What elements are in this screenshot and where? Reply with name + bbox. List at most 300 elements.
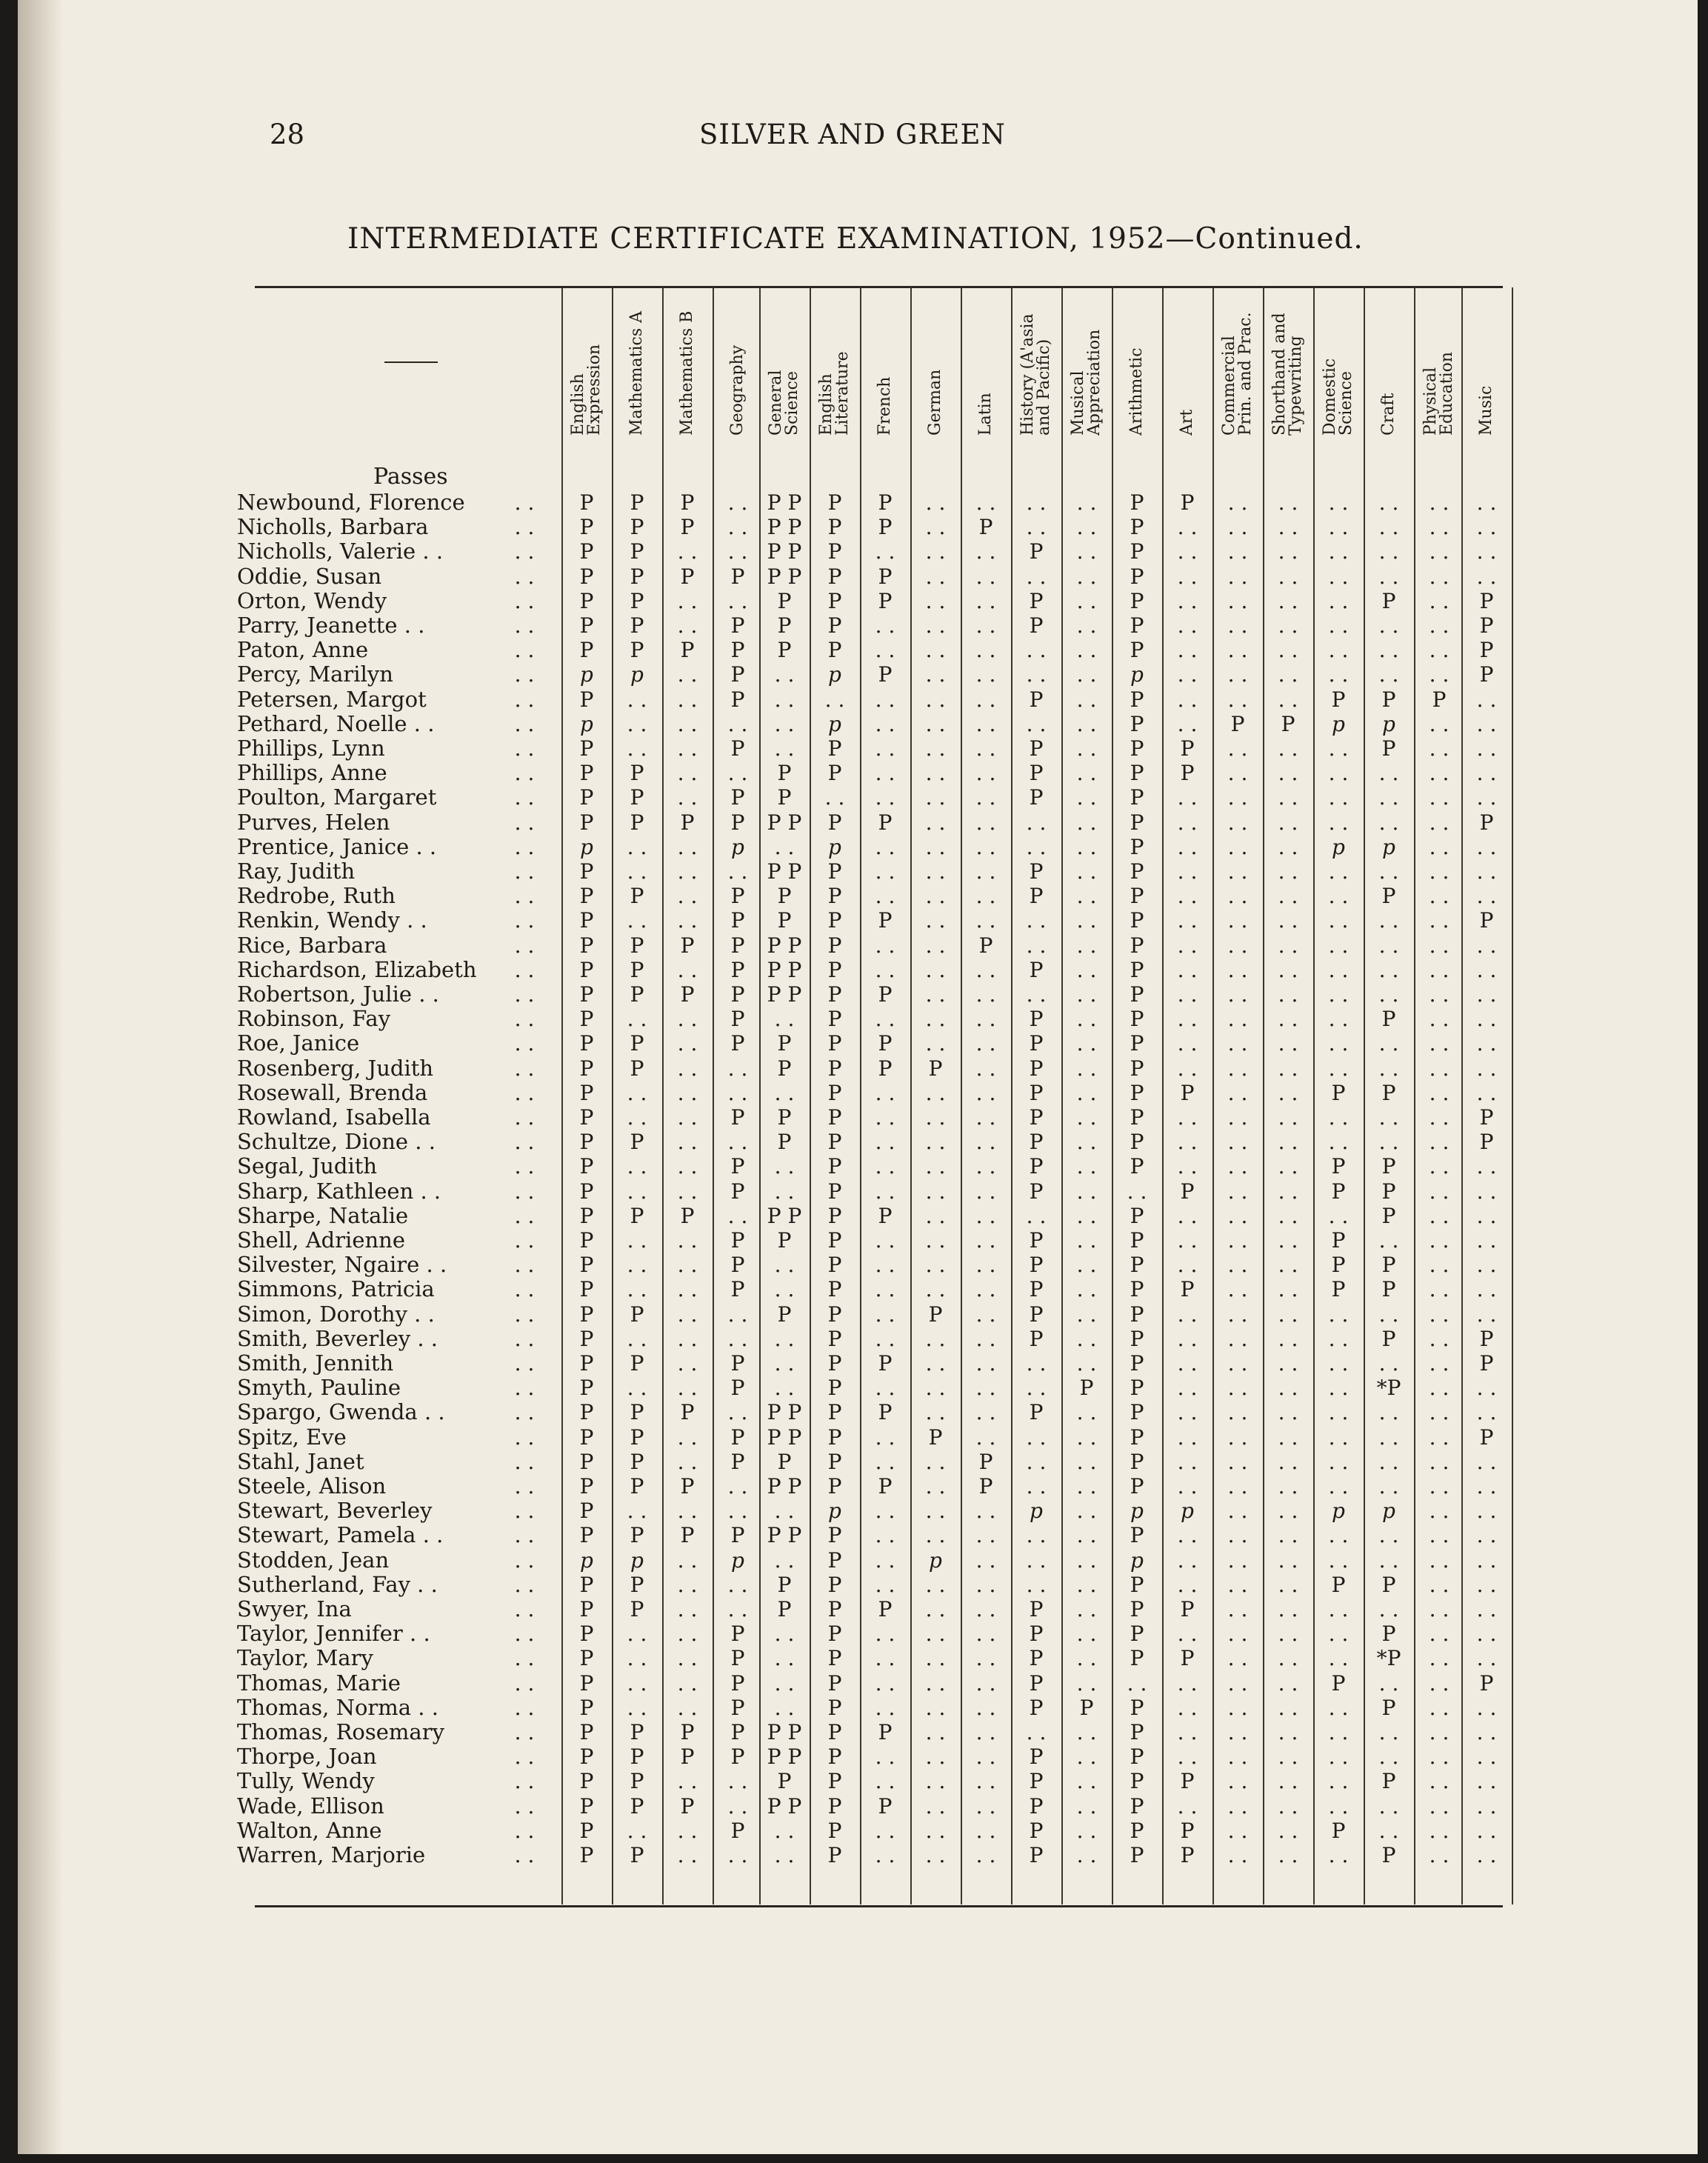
result-cell: . .	[975, 1597, 996, 1622]
result-cell: P	[827, 957, 842, 982]
result-cell: . .	[875, 1818, 895, 1843]
table-row	[18, 1056, 1698, 1081]
result-cell: P	[579, 957, 594, 982]
result-cell: . .	[1429, 1376, 1450, 1401]
column-header-label: Geography	[728, 344, 747, 436]
result-cell: . .	[875, 933, 895, 958]
table-row	[18, 1769, 1698, 1793]
result-cell: P	[730, 810, 745, 835]
result-cell: . .	[1177, 1449, 1198, 1474]
document-page	[18, 0, 1698, 2154]
result-cell: . .	[727, 1080, 748, 1105]
result-cell: . .	[1227, 785, 1248, 810]
result-cell: . .	[875, 1769, 895, 1794]
candidate-name: Rosewall, Brenda	[237, 1079, 428, 1105]
result-cell: . .	[925, 588, 946, 613]
result-cell: P	[1479, 1130, 1494, 1155]
result-cell: . .	[1177, 834, 1198, 859]
result-cell: P	[1029, 1154, 1044, 1179]
candidate-name: Petersen, Margot	[237, 686, 427, 712]
table-row	[18, 662, 1698, 687]
result-cell: . .	[1328, 1449, 1349, 1474]
result-cell: . .	[1328, 810, 1349, 835]
result-cell: . .	[1076, 1597, 1097, 1622]
result-cell: P	[579, 761, 594, 786]
leader-dots: . .	[514, 638, 535, 663]
result-cell: . .	[1429, 1277, 1450, 1302]
result-cell: . .	[1278, 1818, 1298, 1843]
result-cell: . .	[1378, 957, 1399, 982]
result-cell: . .	[1076, 1056, 1097, 1081]
column-header	[1266, 296, 1310, 436]
result-cell: P P	[767, 564, 802, 589]
result-cell: . .	[727, 1326, 748, 1351]
result-cell: . .	[1026, 711, 1047, 736]
result-cell: P	[1130, 1818, 1144, 1843]
result-cell: P P	[767, 539, 802, 564]
result-cell: . .	[1076, 1474, 1097, 1499]
result-cell: P	[1381, 1622, 1396, 1647]
leader-dots: . .	[514, 1720, 535, 1744]
result-cell: . .	[1429, 933, 1450, 958]
result-cell: P	[630, 933, 644, 958]
candidate-name: Sharp, Kathleen . .	[237, 1178, 441, 1204]
result-cell: . .	[1278, 1793, 1298, 1819]
result-cell: . .	[1026, 638, 1047, 663]
result-cell: . .	[1476, 1203, 1497, 1228]
result-cell: . .	[727, 1597, 748, 1622]
result-cell: P	[1381, 1326, 1396, 1351]
result-cell: . .	[727, 1056, 748, 1081]
result-cell: . .	[1177, 1326, 1198, 1351]
result-cell: P	[827, 859, 842, 884]
result-cell: p	[828, 1499, 841, 1524]
table-row	[18, 1671, 1698, 1696]
result-cell: p	[1030, 1499, 1043, 1524]
result-cell: . .	[875, 1277, 895, 1302]
result-cell: P	[1029, 1400, 1044, 1425]
leader-dots: . .	[514, 859, 535, 884]
result-cell: . .	[1278, 1302, 1298, 1327]
result-cell: . .	[1476, 1720, 1497, 1744]
result-cell: . .	[1278, 1105, 1298, 1130]
candidate-name: Rowland, Isabella	[237, 1104, 431, 1130]
result-cell: . .	[1177, 1228, 1198, 1253]
column-header-label: Shorthand and Typewriting	[1270, 313, 1305, 436]
result-cell: P	[827, 1253, 842, 1278]
result-cell: . .	[1227, 1154, 1248, 1179]
result-cell: . .	[1278, 588, 1298, 613]
result-cell: . .	[875, 613, 895, 638]
table-row	[18, 613, 1698, 638]
result-cell: P	[630, 564, 644, 589]
result-cell: P	[827, 1424, 842, 1450]
result-cell: P	[630, 761, 644, 786]
result-cell: P P	[767, 1424, 802, 1450]
result-cell: . .	[627, 1228, 647, 1253]
result-cell: . .	[1076, 515, 1097, 540]
table-row	[18, 1228, 1698, 1253]
result-cell: . .	[1076, 1400, 1097, 1425]
result-cell: P	[579, 810, 594, 835]
table-row	[18, 539, 1698, 564]
result-cell: . .	[1429, 1031, 1450, 1056]
result-cell: . .	[975, 1326, 996, 1351]
result-cell: . .	[1429, 1351, 1450, 1376]
candidate-name: Rosenberg, Judith	[237, 1055, 434, 1081]
result-cell: P	[730, 1228, 745, 1253]
result-cell: . .	[1378, 1818, 1399, 1843]
result-cell: . .	[1278, 1646, 1298, 1671]
result-cell: . .	[1227, 1499, 1248, 1524]
result-cell: . .	[925, 1769, 946, 1794]
result-cell: P	[1432, 687, 1447, 712]
result-cell: . .	[1378, 1597, 1399, 1622]
result-cell: p	[1332, 711, 1345, 736]
result-cell: . .	[1476, 1376, 1497, 1401]
result-cell: P	[1381, 884, 1396, 909]
result-cell: . .	[677, 1326, 698, 1351]
result-cell: . .	[677, 1818, 698, 1843]
result-cell: . .	[1227, 1056, 1248, 1081]
result-cell: . .	[1076, 1080, 1097, 1105]
candidate-name: Nicholls, Valerie . .	[237, 539, 444, 564]
result-cell: . .	[1076, 1326, 1097, 1351]
result-cell: P	[1130, 1031, 1144, 1056]
result-cell: P	[878, 1597, 893, 1622]
result-cell: . .	[1378, 1130, 1399, 1155]
result-cell: . .	[925, 1572, 946, 1597]
table-row	[18, 810, 1698, 835]
result-cell: P	[827, 1400, 842, 1425]
result-cell: . .	[1076, 810, 1097, 835]
result-cell: . .	[1227, 613, 1248, 638]
result-cell: . .	[1378, 638, 1399, 663]
result-cell: . .	[1328, 1424, 1349, 1450]
result-cell: . .	[1378, 1744, 1399, 1770]
result-cell: . .	[1278, 1499, 1298, 1524]
result-cell: . .	[925, 1474, 946, 1499]
result-cell: . .	[1076, 1670, 1097, 1696]
result-cell: P	[827, 1302, 842, 1327]
result-cell: . .	[1328, 859, 1349, 884]
result-cell: P	[1381, 1080, 1396, 1105]
result-cell: P	[1029, 1031, 1044, 1056]
column-header	[813, 296, 857, 436]
table-row	[18, 490, 1698, 515]
result-cell: . .	[824, 687, 845, 712]
result-cell: p	[1181, 1499, 1194, 1524]
result-cell: P	[827, 1326, 842, 1351]
result-cell: . .	[627, 1007, 647, 1032]
result-cell: P	[680, 1523, 695, 1548]
result-cell: . .	[677, 539, 698, 564]
result-cell: . .	[1378, 1228, 1399, 1253]
result-cell: . .	[1476, 1154, 1497, 1179]
result-cell: . .	[1177, 1203, 1198, 1228]
result-cell: P	[1180, 1277, 1195, 1302]
result-cell: P	[878, 588, 893, 613]
result-cell: P	[730, 564, 745, 589]
result-cell: . .	[875, 1228, 895, 1253]
result-cell: P	[1029, 1179, 1044, 1204]
result-cell: P	[1130, 1007, 1144, 1032]
result-cell: . .	[727, 515, 748, 540]
result-cell: . .	[1429, 1572, 1450, 1597]
result-cell: P	[579, 1302, 594, 1327]
result-cell: P	[630, 957, 644, 982]
result-cell: P	[827, 1720, 842, 1744]
result-cell: . .	[975, 1031, 996, 1056]
result-cell: . .	[774, 687, 795, 712]
result-cell: P	[1130, 564, 1144, 589]
result-cell: P	[1029, 1695, 1044, 1720]
candidate-name: Steele, Alison	[237, 1473, 387, 1499]
result-cell: . .	[1429, 1154, 1450, 1179]
result-cell: . .	[1278, 1203, 1298, 1228]
leader-dots: . .	[514, 564, 535, 589]
result-cell: P	[827, 1179, 842, 1204]
result-cell: . .	[1227, 1277, 1248, 1302]
result-cell: . .	[925, 933, 946, 958]
result-cell: . .	[1378, 515, 1399, 540]
result-cell: . .	[1476, 736, 1497, 761]
result-cell: . .	[1227, 1572, 1248, 1597]
result-cell: . .	[677, 1080, 698, 1105]
result-cell: P P	[767, 982, 802, 1007]
result-cell: . .	[1278, 1474, 1298, 1499]
result-cell: . .	[1429, 515, 1450, 540]
result-cell: P	[1130, 687, 1144, 712]
result-cell: P	[579, 1105, 594, 1130]
result-cell: P	[1381, 1843, 1396, 1867]
result-cell: P	[730, 884, 745, 909]
result-cell: p	[828, 834, 841, 859]
column-divider	[1461, 287, 1463, 1904]
table-row	[18, 1400, 1698, 1424]
result-cell: . .	[875, 785, 895, 810]
result-cell: . .	[1429, 1793, 1450, 1819]
result-cell: P	[579, 1376, 594, 1401]
result-cell: P	[1479, 908, 1494, 933]
table-row	[18, 859, 1698, 884]
result-cell: . .	[1177, 539, 1198, 564]
result-cell: . .	[1177, 933, 1198, 958]
result-cell: . .	[824, 785, 845, 810]
result-cell: . .	[1476, 1277, 1497, 1302]
result-cell: . .	[1476, 1400, 1497, 1425]
result-cell: . .	[1476, 1572, 1497, 1597]
result-cell: . .	[1026, 1351, 1047, 1376]
result-cell: P	[1130, 1744, 1144, 1770]
result-cell: . .	[1476, 933, 1497, 958]
result-cell: . .	[1378, 1351, 1399, 1376]
result-cell: P	[630, 1769, 644, 1794]
result-cell: P	[1180, 1769, 1195, 1794]
result-cell: P	[1130, 1277, 1144, 1302]
result-cell: . .	[975, 1056, 996, 1081]
leader-dots: . .	[514, 662, 535, 687]
result-cell: . .	[975, 834, 996, 859]
table-row	[18, 1597, 1698, 1622]
result-cell: P	[579, 859, 594, 884]
result-cell: P	[630, 490, 644, 515]
leader-dots: . .	[514, 1474, 535, 1499]
result-cell: . .	[1227, 884, 1248, 909]
result-cell: . .	[677, 1179, 698, 1204]
result-cell: P	[878, 1474, 893, 1499]
result-cell: P	[827, 1154, 842, 1179]
leader-dots: . .	[514, 810, 535, 835]
result-cell: P	[878, 1203, 893, 1228]
result-cell: . .	[1476, 1253, 1497, 1278]
result-cell: . .	[1429, 736, 1450, 761]
result-cell: p	[1382, 711, 1395, 736]
result-cell: P	[1130, 957, 1144, 982]
result-cell: . .	[1476, 1179, 1497, 1204]
result-cell: p	[828, 662, 841, 687]
result-cell: . .	[1378, 1720, 1399, 1744]
result-cell: . .	[1177, 1744, 1198, 1770]
result-cell: . .	[1328, 1326, 1349, 1351]
result-cell: P	[827, 1793, 842, 1819]
result-cell: . .	[975, 1720, 996, 1744]
candidate-name: Oddie, Susan	[237, 563, 382, 589]
result-cell: . .	[677, 1769, 698, 1794]
table-row	[18, 1253, 1698, 1277]
result-cell: . .	[1076, 859, 1097, 884]
result-cell: P	[1479, 1424, 1494, 1450]
result-cell: P	[1180, 1843, 1195, 1867]
result-cell: P	[630, 1523, 644, 1548]
result-cell: . .	[975, 588, 996, 613]
result-cell: . .	[1177, 515, 1198, 540]
table-row	[18, 1007, 1698, 1031]
result-cell: P	[827, 1449, 842, 1474]
result-cell: . .	[925, 785, 946, 810]
result-cell: . .	[1328, 785, 1349, 810]
candidate-name: Pethard, Noelle . .	[237, 710, 435, 736]
result-cell: . .	[1429, 1007, 1450, 1032]
table-row	[18, 835, 1698, 859]
result-cell: *P	[1376, 1376, 1401, 1401]
result-cell: . .	[627, 1376, 647, 1401]
candidate-name: Renkin, Wendy . .	[237, 907, 427, 933]
result-cell: p	[1332, 1499, 1345, 1524]
result-cell: . .	[677, 957, 698, 982]
result-cell: P	[630, 1203, 644, 1228]
result-cell: . .	[677, 834, 698, 859]
result-cell: P	[1029, 1056, 1044, 1081]
result-cell: P	[1381, 736, 1396, 761]
table-row	[18, 1376, 1698, 1400]
result-cell: . .	[1076, 1130, 1097, 1155]
result-cell: . .	[875, 539, 895, 564]
result-cell: P	[878, 1351, 893, 1376]
result-cell: P	[1180, 1818, 1195, 1843]
result-cell: . .	[677, 1572, 698, 1597]
result-cell: P	[579, 515, 594, 540]
result-cell: . .	[1227, 490, 1248, 515]
result-cell: . .	[1177, 1793, 1198, 1819]
result-cell: P	[630, 638, 644, 663]
result-cell: P	[777, 1302, 792, 1327]
result-cell: . .	[1076, 1622, 1097, 1647]
result-cell: . .	[727, 1793, 748, 1819]
result-cell: . .	[627, 687, 647, 712]
result-cell: P	[1130, 1523, 1144, 1548]
result-cell: P	[1281, 711, 1295, 736]
result-cell: . .	[1227, 1769, 1248, 1794]
column-divider	[662, 287, 664, 1904]
result-cell: . .	[1076, 1424, 1097, 1450]
result-cell: . .	[925, 613, 946, 638]
result-cell: P	[1130, 638, 1144, 663]
result-cell: P	[579, 1326, 594, 1351]
result-cell: . .	[925, 1400, 946, 1425]
result-cell: P	[827, 1695, 842, 1720]
column-divider	[1313, 287, 1315, 1904]
column-divider	[1212, 287, 1214, 1904]
leader-dots: . .	[514, 1695, 535, 1720]
leader-dots: . .	[514, 1179, 535, 1204]
result-cell: . .	[975, 1499, 996, 1524]
result-cell: . .	[1378, 810, 1399, 835]
candidate-name: Segal, Judith	[237, 1153, 378, 1179]
result-cell: P	[579, 933, 594, 958]
result-cell: . .	[774, 834, 795, 859]
result-cell: . .	[1076, 1302, 1097, 1327]
result-cell: P	[730, 1523, 745, 1548]
table-row	[18, 564, 1698, 589]
result-cell: . .	[774, 1622, 795, 1647]
result-cell: . .	[1076, 1499, 1097, 1524]
result-cell: . .	[1378, 1449, 1399, 1474]
result-cell: . .	[1476, 1056, 1497, 1081]
result-cell: . .	[1076, 1203, 1097, 1228]
result-cell: . .	[1278, 1179, 1298, 1204]
result-cell: . .	[1429, 539, 1450, 564]
leader-dots: . .	[514, 1523, 535, 1548]
result-cell: . .	[1227, 1597, 1248, 1622]
result-cell: . .	[875, 1154, 895, 1179]
result-cell: *P	[1376, 1646, 1401, 1671]
table-row	[18, 958, 1698, 982]
result-cell: . .	[1227, 1720, 1248, 1744]
table-row	[18, 1450, 1698, 1474]
result-cell: P	[1381, 1695, 1396, 1720]
result-cell: . .	[1278, 1154, 1298, 1179]
result-cell: P	[730, 982, 745, 1007]
result-cell: P	[827, 761, 842, 786]
result-cell: P	[630, 1720, 644, 1744]
result-cell: . .	[925, 1376, 946, 1401]
leader-dots: . .	[514, 1105, 535, 1130]
candidate-name: Rice, Barbara	[237, 932, 387, 958]
result-cell: P	[1130, 761, 1144, 786]
result-cell: . .	[627, 1818, 647, 1843]
result-cell: P	[579, 1720, 594, 1744]
table-row	[18, 982, 1698, 1007]
result-cell: P	[1130, 1793, 1144, 1819]
candidate-name: Simon, Dorothy . .	[237, 1301, 435, 1327]
result-cell: . .	[1076, 662, 1097, 687]
result-cell: . .	[1177, 957, 1198, 982]
result-cell: . .	[1026, 834, 1047, 859]
result-cell: P	[730, 687, 745, 712]
result-cell: . .	[925, 1597, 946, 1622]
result-cell: P	[878, 982, 893, 1007]
